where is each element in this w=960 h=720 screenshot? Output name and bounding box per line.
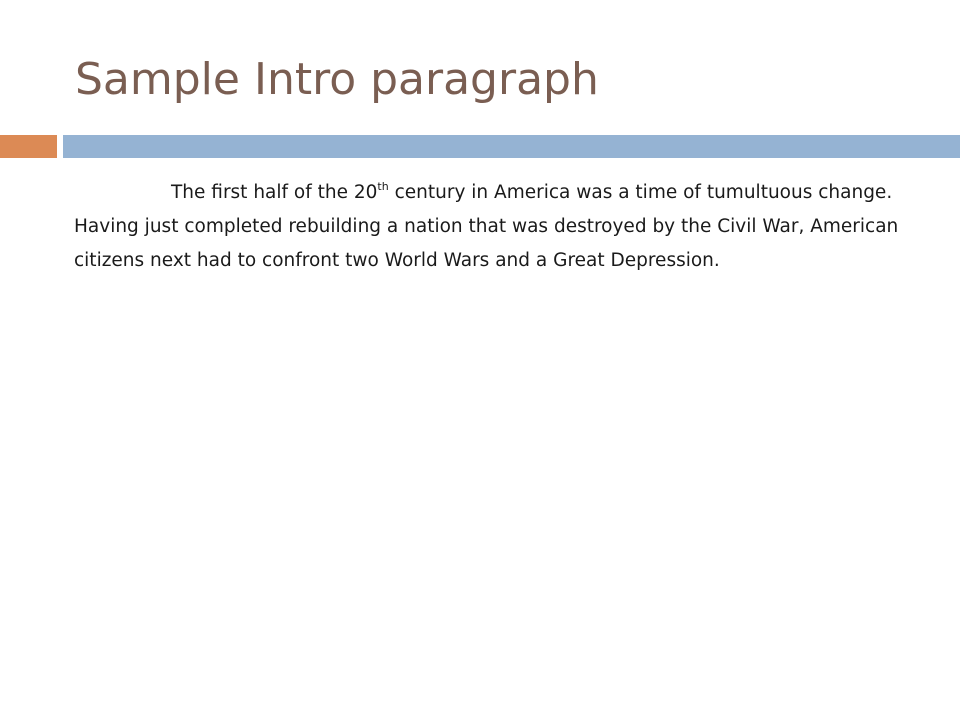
intro-paragraph xyxy=(74,176,900,278)
title-accent-blue-bar xyxy=(63,135,960,158)
paragraph-text-rest: century in America was a time of tumultuous change. Having just completed rebuilding a nation that was destroyed by the Civil War, American citizens next had to confront two World Wars and a Great Depression. xyxy=(74,182,899,271)
ordinal-suffix: th xyxy=(377,180,389,193)
title-accent-orange-bar xyxy=(0,135,57,158)
slide-title: Sample Intro paragraph xyxy=(75,54,599,105)
paragraph-text-start: The first half of the 20 xyxy=(171,182,378,203)
